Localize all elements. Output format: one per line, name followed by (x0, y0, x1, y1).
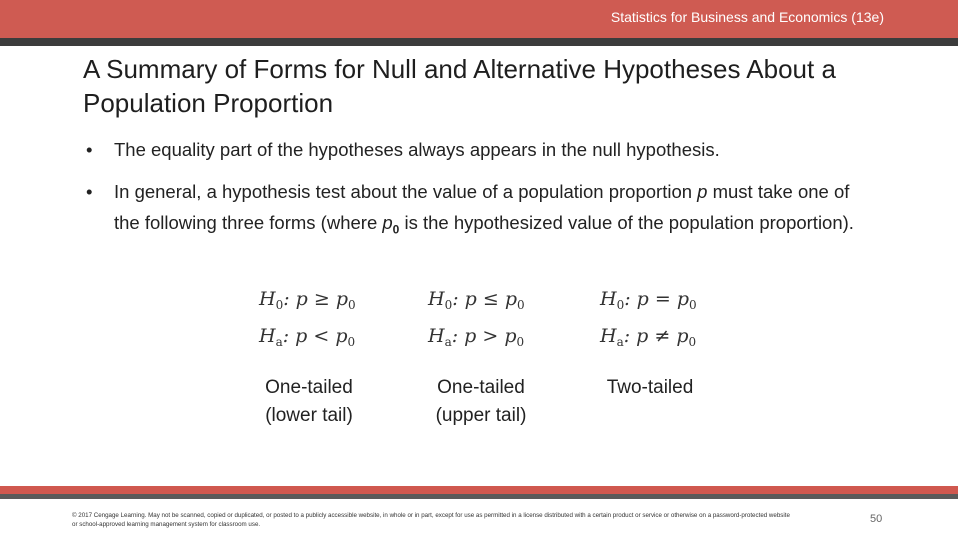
h-symbol: H (600, 325, 617, 347)
label-line: One-tailed (437, 377, 525, 398)
subscript-zero: 0 (392, 222, 400, 237)
bullet-dot-icon: • (86, 181, 93, 202)
alternative-hypothesis (259, 321, 356, 358)
h-subscript: 0 (275, 298, 284, 312)
p-subscript: 0 (688, 335, 697, 349)
relation: : p ≠ p (623, 325, 689, 347)
null-hypothesis (428, 284, 525, 321)
bullet-item (86, 134, 866, 165)
h-symbol: H (428, 288, 445, 310)
course-title: Statistics for Business and Economics (13e) (610, 9, 884, 25)
bullet-text: The equality part of the hypotheses always appears in the null hypothesis. (114, 139, 720, 160)
p-subscript: 0 (516, 298, 525, 312)
label-lower-tail (239, 374, 379, 430)
variable-p0: p (382, 212, 393, 233)
label-line: One-tailed (265, 377, 353, 398)
copyright-notice: © 2017 Cengage Learning. May not be scanned, copied or duplicated, or posted to a publicly accessible website, in whole or in part, except for use as permitted in a license distributed with a certain product or service or otherwise on a password-protected website or school-approved learning management system for classroom use. (72, 512, 790, 528)
h-symbol: H (259, 325, 276, 347)
bullet-text-part: must take one of the following three forms (where (114, 181, 850, 233)
relation: : p > p (451, 325, 517, 347)
label-line: (upper tail) (435, 405, 527, 426)
hypotheses-two-tailed (600, 284, 697, 358)
bullet-text-part: In general, a hypothesis test about the value of a population proportion (114, 181, 698, 202)
h-subscript: 0 (616, 298, 625, 312)
h-subscript: a (275, 335, 283, 349)
bullet-dot-icon: • (86, 139, 93, 160)
footer-bar (0, 486, 958, 494)
header-divider (0, 38, 958, 46)
hypotheses-upper-tail (428, 284, 525, 358)
bullet-item (86, 176, 866, 246)
p-subscript: 0 (516, 335, 525, 349)
p-subscript: 0 (688, 298, 697, 312)
relation: : p ≥ p (283, 288, 348, 310)
p-subscript: 0 (347, 298, 356, 312)
page-number: 50 (870, 513, 883, 525)
null-hypothesis (600, 284, 697, 321)
label-upper-tail (411, 374, 551, 430)
bullet-text-part: is the hypothesized value of the population proportion). (399, 212, 854, 233)
h-symbol: H (600, 288, 617, 310)
p-subscript: 0 (347, 335, 356, 349)
bullet-list (86, 134, 866, 257)
h-symbol: H (428, 325, 445, 347)
h-subscript: a (616, 335, 624, 349)
variable-p: p (697, 181, 708, 202)
h-subscript: 0 (444, 298, 453, 312)
relation: : p = p (624, 288, 689, 310)
relation: : p < p (282, 325, 348, 347)
label-line: (lower tail) (265, 405, 353, 426)
label-line: Two-tailed (606, 377, 694, 398)
slide-title: A Summary of Forms for Null and Alternative Hypotheses About a Population Proportion (83, 54, 836, 118)
header-bar (0, 0, 958, 38)
alternative-hypothesis (428, 321, 525, 358)
h-symbol: H (259, 288, 276, 310)
footer-divider (0, 494, 958, 499)
h-subscript: a (444, 335, 452, 349)
label-two-tailed (580, 374, 720, 402)
relation: : p ≤ p (452, 288, 517, 310)
null-hypothesis (259, 284, 356, 321)
hypotheses-lower-tail (259, 284, 356, 358)
alternative-hypothesis (600, 321, 697, 358)
